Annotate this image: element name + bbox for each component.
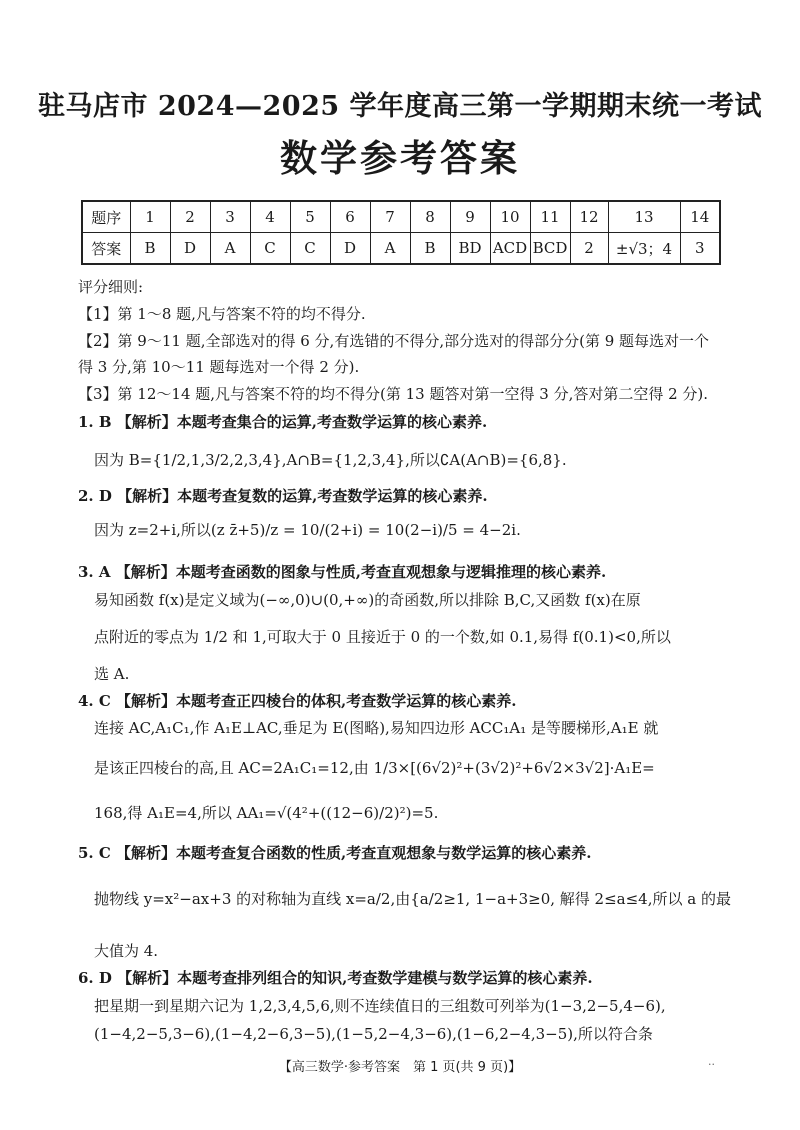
q3-line-3: 选 A. [94, 665, 130, 683]
q4-heading: 4. C 【解析】本题考查正四棱台的体积,考查数学运算的核心素养. [78, 692, 517, 710]
question-number: 2 [170, 201, 210, 233]
answer-table [81, 200, 721, 265]
rule-2: 【2】第 9～11 题,全部选对的得 6 分,有选错的不得分,部分选对的得部分分(第 9 题每选对一个 [78, 332, 710, 350]
q6-heading: 6. D 【解析】本题考查排列组合的知识,考查数学建模与数学运算的核心素养. [78, 969, 593, 987]
row-label: 题序 [82, 201, 130, 233]
q5-line-1: 抛物线 y=x²−ax+3 的对称轴为直线 x=a/2,由{a/2≥1, 1−a+3≥0, 解得 2≤a≤4,所以 a 的最 [94, 890, 731, 908]
q3-line-2: 点附近的零点为 1/2 和 1,可取大于 0 且接近于 0 的一个数,如 0.1,易得 f(0.1)<0,所以 [94, 628, 671, 646]
question-number: 14 [680, 201, 720, 233]
answer-cell: BCD [530, 233, 570, 265]
answer-cell: A [210, 233, 250, 265]
question-number: 12 [570, 201, 608, 233]
q4-line-3: 168,得 A₁E=4,所以 AA₁=√(4²+((12−6)/2)²)=5. [94, 804, 439, 822]
answer-title: 数学参考答案 [280, 137, 520, 180]
q5-line-2: 大值为 4. [94, 942, 159, 960]
question-number: 13 [608, 201, 680, 233]
answer-cell: B [130, 233, 170, 265]
answer-cell: C [250, 233, 290, 265]
question-number-row [82, 201, 720, 233]
rule-2-cont: 得 3 分,第 10～11 题每选对一个得 2 分). [78, 358, 360, 376]
page-footer: 【高三数学·参考答案 第 1 页(共 9 页)】 [278, 1060, 522, 1075]
question-number: 1 [130, 201, 170, 233]
answer-cell: 3 [680, 233, 720, 265]
question-number: 6 [330, 201, 370, 233]
corner-mark: ·· [708, 1058, 715, 1071]
rule-1: 【1】第 1～8 题,凡与答案不符的均不得分. [78, 305, 366, 323]
question-number: 3 [210, 201, 250, 233]
q3-line-1: 易知函数 f(x)是定义域为(−∞,0)∪(0,+∞)的奇函数,所以排除 B,C,又函数 f(x)在原 [94, 591, 641, 609]
q2-solution: 因为 z=2+i,所以(z z̄+5)/z = 10/(2+i) = 10(2−i)/5 = 4−2i. [94, 521, 521, 539]
row-label: 答案 [82, 233, 130, 265]
question-number: 4 [250, 201, 290, 233]
question-number: 11 [530, 201, 570, 233]
answer-cell: 2 [570, 233, 608, 265]
question-number: 5 [290, 201, 330, 233]
q4-line-1: 连接 AC,A₁C₁,作 A₁E⊥AC,垂足为 E(图略),易知四边形 ACC₁A₁ 是等腰梯形,A₁E 就 [94, 719, 659, 737]
answer-cell: ±√3；4 [608, 233, 680, 265]
question-number: 7 [370, 201, 410, 233]
answer-cell: A [370, 233, 410, 265]
question-number: 9 [450, 201, 490, 233]
q1-solution: 因为 B={1/2,1,3/2,2,3,4},A∩B={1,2,3,4},所以∁A(A∩B)={6,8}. [94, 451, 567, 469]
answer-cell: ACD [490, 233, 530, 265]
answer-row [82, 233, 720, 265]
q1-heading: 1. B 【解析】本题考查集合的运算,考查数学运算的核心素养. [78, 413, 488, 431]
question-number: 10 [490, 201, 530, 233]
answer-cell: D [170, 233, 210, 265]
answer-cell: BD [450, 233, 490, 265]
q6-line-2: (1−4,2−5,3−6),(1−4,2−6,3−5),(1−5,2−4,3−6),(1−6,2−4,3−5),所以符合条 [94, 1025, 653, 1043]
q6-line-1: 把星期一到星期六记为 1,2,3,4,5,6,则不连续值日的三组数可列举为(1−3,2−5,4−6), [94, 997, 666, 1015]
question-number: 8 [410, 201, 450, 233]
answer-cell: B [410, 233, 450, 265]
rule-3: 【3】第 12～14 题,凡与答案不符的均不得分(第 13 题答对第一空得 3 分,答对第二空得 2 分). [78, 385, 709, 403]
answer-cell: C [290, 233, 330, 265]
q3-heading: 3. A 【解析】本题考查函数的图象与性质,考查直观想象与逻辑推理的核心素养. [78, 563, 607, 581]
answer-cell: D [330, 233, 370, 265]
q5-heading: 5. C 【解析】本题考查复合函数的性质,考查直观想象与数学运算的核心素养. [78, 844, 592, 862]
exam-title: 驻马店市 2024—2025 学年度高三第一学期期末统一考试 [37, 91, 763, 122]
rules-heading: 评分细则: [78, 278, 144, 296]
q2-heading: 2. D 【解析】本题考查复数的运算,考查数学运算的核心素养. [78, 487, 488, 505]
q4-line-2: 是该正四棱台的高,且 AC=2A₁C₁=12,由 1/3×[(6√2)²+(3√2)²+6√2×3√2]·A₁E= [94, 759, 655, 777]
